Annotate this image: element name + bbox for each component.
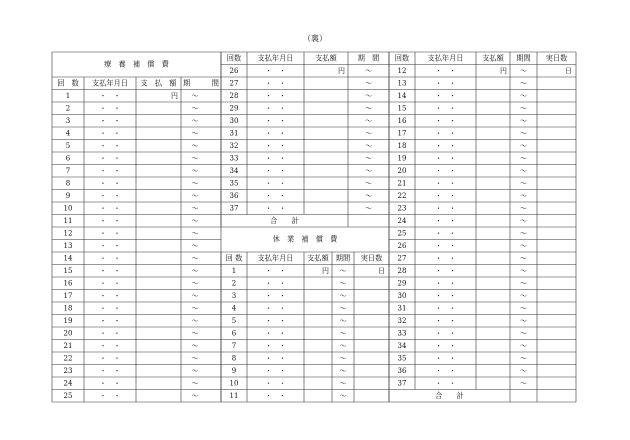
- medical-header: 回 数: [57, 78, 79, 88]
- medical-cont-date-dots: ・ ・: [265, 141, 286, 150]
- leave-cont-period-tilde: 〜: [520, 304, 527, 313]
- leave-cont-date-dots: ・ ・: [435, 79, 456, 88]
- leave-cont-row-number: 19: [397, 154, 407, 163]
- medical-period-tilde: 〜: [191, 241, 199, 250]
- leave-row-number: 3: [231, 291, 237, 300]
- medical-cont-date-dots: ・ ・: [265, 154, 286, 163]
- leave-cont-row-number: 30: [397, 291, 407, 300]
- medical-date-dots: ・ ・: [99, 129, 121, 138]
- leave-cont-date-dots: ・ ・: [435, 354, 456, 363]
- leave-cont-row-number: 29: [397, 279, 407, 288]
- leave-row-number: 10: [229, 379, 239, 388]
- leave-row-number: 5: [231, 316, 237, 325]
- medical-cont-period-tilde: 〜: [365, 204, 372, 213]
- leave-cont-date-dots: ・ ・: [435, 191, 456, 200]
- leave-cont-date-dots: ・ ・: [435, 379, 456, 388]
- medical-period-tilde: 〜: [191, 279, 199, 288]
- medical-row-number: 14: [63, 254, 73, 263]
- medical-period-tilde: 〜: [191, 379, 199, 388]
- leave-cont-row-number: 31: [397, 304, 407, 313]
- medical-date-dots: ・ ・: [99, 241, 121, 250]
- medical-period-tilde: 〜: [191, 366, 199, 375]
- leave-cont-period-tilde: 〜: [520, 279, 527, 288]
- leave-cont-date-dots: ・ ・: [435, 316, 456, 325]
- medical-cont-period-tilde: 〜: [365, 104, 372, 113]
- leave-cont-period-tilde: 〜: [520, 241, 527, 250]
- medical-date-dots: ・ ・: [99, 216, 121, 225]
- medical-period-tilde: 〜: [191, 179, 199, 188]
- medical-row-number: 4: [65, 129, 71, 138]
- medical-row-number: 23: [63, 366, 73, 375]
- leave-title: 休 業 補 償 費: [272, 234, 338, 244]
- medical-date-dots: ・ ・: [99, 179, 121, 188]
- leave-cont-header: 支払額: [482, 53, 504, 63]
- medical-date-dots: ・ ・: [99, 316, 121, 325]
- leave-cont-yen-unit: 円: [500, 66, 507, 75]
- leave-row-number: 2: [231, 279, 237, 288]
- leave-date-dots: ・ ・: [265, 341, 286, 350]
- medical-date-dots: ・ ・: [99, 391, 121, 400]
- medical-yen-unit: 円: [171, 91, 178, 100]
- medical-row-number: 1: [65, 91, 71, 100]
- medical-cont-date-dots: ・ ・: [265, 166, 286, 175]
- leave-period-tilde: 〜: [339, 304, 347, 313]
- leave-cont-period-tilde: 〜: [520, 79, 527, 88]
- medical-cont-header: 期 間: [357, 53, 380, 63]
- leave-cont-header: 回数: [394, 53, 410, 63]
- medical-date-dots: ・ ・: [99, 104, 121, 113]
- leave-header: 実日数: [360, 253, 383, 263]
- medical-date-dots: ・ ・: [99, 254, 121, 263]
- leave-period-tilde: 〜: [339, 291, 347, 300]
- medical-cont-date-dots: ・ ・: [265, 66, 286, 75]
- medical-row-number: 8: [65, 179, 71, 188]
- medical-cont-period-tilde: 〜: [365, 116, 372, 125]
- medical-period-tilde: 〜: [191, 316, 199, 325]
- medical-cont-header: 支払年月日: [257, 53, 294, 63]
- leave-cont-date-dots: ・ ・: [435, 254, 456, 263]
- leave-day-unit: 日: [378, 266, 385, 275]
- leave-header: 支払年月日: [257, 253, 294, 263]
- medical-row-number: 9: [65, 191, 71, 200]
- leave-cont-row-number: 27: [397, 254, 407, 263]
- medical-header: 支払年月日: [92, 78, 128, 88]
- leave-date-dots: ・ ・: [265, 304, 286, 313]
- medical-cont-period-tilde: 〜: [365, 129, 372, 138]
- leave-date-dots: ・ ・: [265, 329, 286, 338]
- medical-row-number: 22: [63, 354, 73, 363]
- medical-cont-date-dots: ・ ・: [265, 129, 286, 138]
- medical-cont-total-label: 合 計: [270, 215, 299, 225]
- leave-cont-period-tilde: 〜: [520, 141, 527, 150]
- leave-cont-row-number: 22: [397, 191, 407, 200]
- medical-cont-period-tilde: 〜: [365, 66, 372, 75]
- leave-cont-date-dots: ・ ・: [435, 304, 456, 313]
- medical-row-number: 6: [65, 154, 71, 163]
- medical-cont-date-dots: ・ ・: [265, 179, 286, 188]
- medical-period-tilde: 〜: [191, 104, 199, 113]
- medical-row-number: 5: [65, 141, 71, 150]
- page-title: （裏）: [303, 34, 327, 43]
- medical-row-number: 3: [65, 116, 71, 125]
- medical-cont-date-dots: ・ ・: [265, 116, 286, 125]
- leave-cont-period-tilde: 〜: [520, 154, 527, 163]
- medical-cont-date-dots: ・ ・: [265, 91, 286, 100]
- leave-cont-period-tilde: 〜: [520, 266, 527, 275]
- leave-cont-period-tilde: 〜: [520, 104, 527, 113]
- medical-cont-row-number: 27: [229, 79, 239, 88]
- medical-date-dots: ・ ・: [99, 279, 121, 288]
- leave-row-number: 9: [231, 366, 237, 375]
- leave-cont-date-dots: ・ ・: [435, 179, 456, 188]
- medical-row-number: 25: [63, 391, 73, 400]
- leave-row-number: 4: [231, 304, 237, 313]
- leave-cont-date-dots: ・ ・: [435, 141, 456, 150]
- leave-cont-date-dots: ・ ・: [435, 291, 456, 300]
- leave-cont-day-unit: 日: [565, 66, 572, 75]
- leave-cont-row-number: 24: [397, 216, 407, 225]
- medical-period-tilde: 〜: [191, 329, 199, 338]
- medical-period-tilde: 〜: [191, 391, 199, 400]
- medical-row-number: 2: [65, 104, 71, 113]
- leave-header: 期間: [335, 253, 351, 263]
- leave-cont-row-number: 13: [397, 79, 407, 88]
- medical-row-number: 18: [63, 304, 73, 313]
- medical-cont-date-dots: ・ ・: [265, 79, 286, 88]
- medical-period-tilde: 〜: [191, 254, 199, 263]
- leave-cont-period-tilde: 〜: [520, 229, 527, 238]
- leave-cont-date-dots: ・ ・: [435, 104, 456, 113]
- medical-row-number: 20: [63, 329, 73, 338]
- medical-row-number: 10: [63, 204, 73, 213]
- leave-cont-period-tilde: 〜: [520, 116, 527, 125]
- medical-date-dots: ・ ・: [99, 191, 121, 200]
- medical-date-dots: ・ ・: [99, 204, 121, 213]
- leave-cont-row-number: 20: [397, 166, 407, 175]
- leave-date-dots: ・ ・: [265, 391, 286, 400]
- medical-row-number: 13: [63, 241, 73, 250]
- medical-cont-period-tilde: 〜: [365, 179, 372, 188]
- medical-period-tilde: 〜: [191, 166, 199, 175]
- leave-cont-period-tilde: 〜: [520, 379, 527, 388]
- leave-period-tilde: 〜: [339, 391, 347, 400]
- medical-cont-row-number: 35: [229, 179, 239, 188]
- leave-period-tilde: 〜: [339, 266, 347, 275]
- leave-cont-period-tilde: 〜: [520, 316, 527, 325]
- leave-cont-period-tilde: 〜: [520, 366, 527, 375]
- leave-cont-row-number: 33: [397, 329, 407, 338]
- medical-date-dots: ・ ・: [99, 354, 121, 363]
- medical-cont-yen-unit: 円: [338, 66, 345, 75]
- medical-period-tilde: 〜: [191, 191, 199, 200]
- leave-header: 支払額: [307, 253, 329, 263]
- leave-period-tilde: 〜: [339, 354, 347, 363]
- medical-date-dots: ・ ・: [99, 229, 121, 238]
- leave-cont-period-tilde: 〜: [520, 216, 527, 225]
- medical-row-number: 17: [63, 291, 73, 300]
- leave-cont-period-tilde: 〜: [520, 254, 527, 263]
- medical-cont-row-number: 36: [229, 191, 239, 200]
- leave-date-dots: ・ ・: [265, 354, 286, 363]
- leave-cont-period-tilde: 〜: [520, 129, 527, 138]
- leave-cont-period-tilde: 〜: [520, 179, 527, 188]
- leave-cont-row-number: 35: [397, 354, 407, 363]
- medical-period-tilde: 〜: [191, 129, 199, 138]
- medical-period-tilde: 〜: [191, 91, 199, 100]
- leave-date-dots: ・ ・: [265, 266, 286, 275]
- medical-cont-date-dots: ・ ・: [265, 204, 286, 213]
- medical-period-tilde: 〜: [191, 229, 199, 238]
- leave-cont-date-dots: ・ ・: [435, 154, 456, 163]
- leave-cont-date-dots: ・ ・: [435, 266, 456, 275]
- medical-cont-row-number: 33: [229, 154, 239, 163]
- medical-date-dots: ・ ・: [99, 329, 121, 338]
- medical-cont-period-tilde: 〜: [365, 154, 372, 163]
- leave-cont-date-dots: ・ ・: [435, 241, 456, 250]
- leave-row-number: 1: [231, 266, 237, 275]
- leave-cont-row-number: 36: [397, 366, 407, 375]
- medical-header: 期 間: [183, 78, 219, 88]
- leave-date-dots: ・ ・: [265, 366, 286, 375]
- medical-date-dots: ・ ・: [99, 379, 121, 388]
- leave-period-tilde: 〜: [339, 341, 347, 350]
- leave-cont-date-dots: ・ ・: [435, 166, 456, 175]
- medical-period-tilde: 〜: [191, 354, 199, 363]
- medical-period-tilde: 〜: [191, 216, 199, 225]
- leave-period-tilde: 〜: [339, 379, 347, 388]
- medical-cont-row-number: 29: [229, 104, 239, 113]
- leave-cont-date-dots: ・ ・: [435, 204, 456, 213]
- medical-cont-period-tilde: 〜: [365, 141, 372, 150]
- medical-cont-date-dots: ・ ・: [265, 104, 286, 113]
- medical-period-tilde: 〜: [191, 304, 199, 313]
- leave-cont-period-tilde: 〜: [520, 204, 527, 213]
- leave-row-number: 11: [229, 391, 239, 400]
- leave-cont-period-tilde: 〜: [520, 66, 527, 75]
- medical-cont-period-tilde: 〜: [365, 166, 372, 175]
- medical-cont-row-number: 26: [229, 66, 239, 75]
- medical-cont-row-number: 30: [229, 116, 239, 125]
- medical-date-dots: ・ ・: [99, 341, 121, 350]
- leave-cont-date-dots: ・ ・: [435, 129, 456, 138]
- leave-period-tilde: 〜: [339, 279, 347, 288]
- medical-date-dots: ・ ・: [99, 366, 121, 375]
- medical-period-tilde: 〜: [191, 204, 199, 213]
- leave-cont-date-dots: ・ ・: [435, 329, 456, 338]
- medical-period-tilde: 〜: [191, 141, 199, 150]
- leave-cont-row-number: 25: [397, 229, 407, 238]
- leave-cont-row-number: 34: [397, 341, 407, 350]
- medical-cont-header: 回数: [226, 53, 242, 63]
- medical-cont-row-number: 28: [229, 91, 239, 100]
- leave-cont-date-dots: ・ ・: [435, 216, 456, 225]
- leave-cont-total-label: 合 計: [435, 390, 464, 400]
- medical-cont-row-number: 37: [229, 204, 239, 213]
- medical-cont-row-number: 31: [229, 129, 239, 138]
- medical-row-number: 21: [63, 341, 73, 350]
- medical-row-number: 19: [63, 316, 73, 325]
- medical-row-number: 11: [63, 216, 73, 225]
- leave-cont-row-number: 12: [397, 66, 407, 75]
- leave-cont-row-number: 18: [397, 141, 407, 150]
- medical-cont-period-tilde: 〜: [365, 91, 372, 100]
- leave-cont-date-dots: ・ ・: [435, 341, 456, 350]
- medical-date-dots: ・ ・: [99, 141, 121, 150]
- medical-date-dots: ・ ・: [99, 116, 121, 125]
- leave-cont-period-tilde: 〜: [520, 191, 527, 200]
- medical-period-tilde: 〜: [191, 266, 199, 275]
- leave-cont-period-tilde: 〜: [520, 291, 527, 300]
- leave-date-dots: ・ ・: [265, 379, 286, 388]
- medical-cont-date-dots: ・ ・: [265, 191, 286, 200]
- medical-date-dots: ・ ・: [99, 304, 121, 313]
- medical-period-tilde: 〜: [191, 291, 199, 300]
- leave-cont-period-tilde: 〜: [520, 329, 527, 338]
- medical-date-dots: ・ ・: [99, 91, 121, 100]
- medical-cont-row-number: 32: [229, 141, 239, 150]
- medical-cont-row-number: 34: [229, 166, 239, 175]
- leave-row-number: 8: [231, 354, 237, 363]
- leave-cont-row-number: 37: [397, 379, 407, 388]
- leave-cont-date-dots: ・ ・: [435, 91, 456, 100]
- leave-cont-row-number: 16: [397, 116, 407, 125]
- leave-cont-date-dots: ・ ・: [435, 116, 456, 125]
- medical-row-number: 16: [63, 279, 73, 288]
- medical-row-number: 15: [63, 266, 73, 275]
- leave-cont-date-dots: ・ ・: [435, 366, 456, 375]
- leave-cont-row-number: 23: [397, 204, 407, 213]
- leave-cont-date-dots: ・ ・: [435, 229, 456, 238]
- medical-header: 支 払 額: [140, 78, 177, 88]
- leave-date-dots: ・ ・: [265, 291, 286, 300]
- medical-row-number: 12: [63, 229, 73, 238]
- leave-cont-row-number: 32: [397, 316, 407, 325]
- medical-date-dots: ・ ・: [99, 154, 121, 163]
- leave-cont-date-dots: ・ ・: [435, 279, 456, 288]
- leave-row-number: 6: [231, 329, 237, 338]
- leave-cont-header: 期間: [516, 53, 531, 63]
- leave-cont-row-number: 15: [397, 104, 407, 113]
- medical-date-dots: ・ ・: [99, 266, 121, 275]
- leave-cont-period-tilde: 〜: [520, 91, 527, 100]
- leave-cont-period-tilde: 〜: [520, 166, 527, 175]
- leave-cont-row-number: 21: [397, 179, 407, 188]
- medical-row-number: 7: [65, 166, 71, 175]
- leave-header: 回 数: [225, 253, 243, 263]
- medical-title: 療 養 補 償 費: [104, 59, 169, 69]
- leave-cont-row-number: 14: [397, 91, 407, 100]
- medical-row-number: 24: [63, 379, 73, 388]
- medical-period-tilde: 〜: [191, 116, 199, 125]
- medical-cont-period-tilde: 〜: [365, 191, 372, 200]
- leave-date-dots: ・ ・: [265, 316, 286, 325]
- leave-yen-unit: 円: [322, 266, 329, 275]
- leave-cont-period-tilde: 〜: [520, 341, 527, 350]
- leave-cont-row-number: 28: [397, 266, 407, 275]
- medical-date-dots: ・ ・: [99, 291, 121, 300]
- medical-period-tilde: 〜: [191, 154, 199, 163]
- leave-period-tilde: 〜: [339, 366, 347, 375]
- leave-cont-header: 実日数: [545, 53, 568, 63]
- leave-cont-date-dots: ・ ・: [435, 66, 456, 75]
- medical-date-dots: ・ ・: [99, 166, 121, 175]
- leave-period-tilde: 〜: [339, 329, 347, 338]
- leave-period-tilde: 〜: [339, 316, 347, 325]
- leave-cont-row-number: 26: [397, 241, 407, 250]
- leave-cont-period-tilde: 〜: [520, 354, 527, 363]
- medical-period-tilde: 〜: [191, 341, 199, 350]
- medical-cont-period-tilde: 〜: [365, 79, 372, 88]
- leave-date-dots: ・ ・: [265, 279, 286, 288]
- medical-cont-header: 支払額: [315, 53, 337, 63]
- leave-cont-row-number: 17: [397, 129, 407, 138]
- leave-row-number: 7: [231, 341, 237, 350]
- leave-cont-header: 支払年月日: [427, 53, 464, 63]
